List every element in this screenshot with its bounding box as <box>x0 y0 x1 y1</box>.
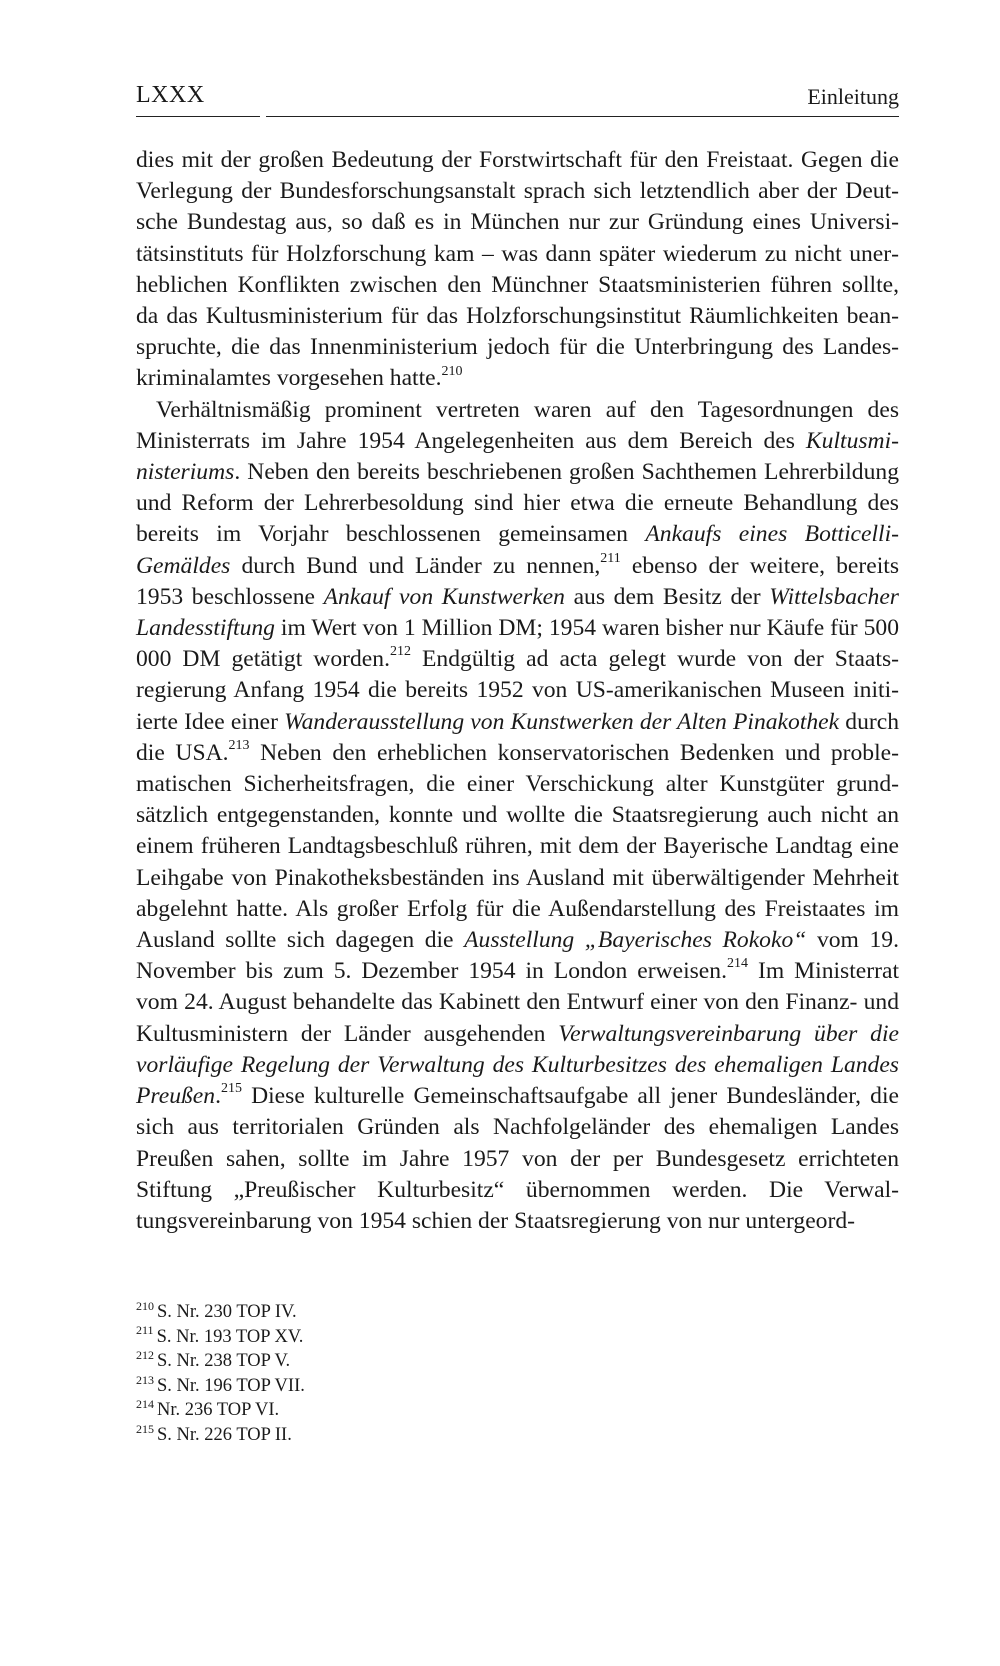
body-paragraph <box>136 145 899 395</box>
text-run: Im Ministerrat vom 24. August behandelte das Kabinett den Entwurf einer von den Finanz- und Kultusministern der Länder ausgehenden <box>136 958 900 1047</box>
text-run: Neben den erheblichen konservatorischen Bedenken und problematischen Sicherheitsfragen, die einer Verschickung alter Kunstgüter grundsätzlich entgegenstanden, konnte und wollte die Staatsregierung auch nicht an einem früheren Landtagsbeschluß rühren, mit dem der Bayerische Landtag eine Leihgabe von Pinakotheksbeständen ins Ausland mit überwältigender Mehrheit abgelehnt hatte. Als großer Erfolg für die Außendarstellung des Freistaates im Ausland sollte sich dagegen die <box>136 739 899 954</box>
italic-term: Ankaufs eines Botticelli-Gemäldes <box>136 521 899 579</box>
footnote-text: S. Nr. 230 TOP IV. <box>157 1302 297 1322</box>
footnote-text: S. Nr. 238 TOP V. <box>157 1351 291 1372</box>
footnote-text: S. Nr. 193 TOP XV. <box>156 1326 304 1347</box>
text-run: . <box>215 1083 221 1110</box>
footnotes <box>136 1300 899 1448</box>
text-run: durch Bund und Länder zu nennen, <box>230 552 601 579</box>
italic-term: Kultusministeriums <box>136 427 899 486</box>
text-run: durch die USA. <box>136 708 899 766</box>
text-run: im Wert von 1 Million DM; 1954 waren bisher nur Käufe für 500 000 DM getätigt worden. <box>136 615 899 673</box>
running-title: Einleitung <box>807 84 899 109</box>
footnote-text: S. Nr. 196 TOP VII. <box>157 1375 305 1396</box>
text-run: Endgültig ad acta gelegt wurde von der Staatsregierung Anfang 1954 die bereits 1952 von US-amerikanischen Museen initiierte Idee einer <box>136 646 899 735</box>
footnote-number: 212 <box>136 1348 154 1363</box>
footnote-reference[interactable]: 214 <box>726 956 748 972</box>
footnote <box>136 1398 899 1423</box>
footnote-text: S. Nr. 226 TOP II. <box>157 1424 292 1445</box>
body-text <box>136 145 899 1237</box>
italic-term: Ankauf von Kunstwerken <box>323 583 565 610</box>
footnote-number: 211 <box>136 1323 154 1338</box>
body-paragraph <box>136 395 899 1237</box>
italic-term: Ausstellung „Bayerisches Rokoko“ <box>464 927 807 954</box>
footnote <box>136 1300 899 1325</box>
text-run: aus dem Besitz der <box>564 583 770 610</box>
text-run: Verhältnismäßig prominent vertreten waren auf den Tagesordnungen des Ministerrats im Jahre 1954 Angelegenheiten aus dem Bereich des <box>136 396 899 454</box>
footnote <box>136 1325 899 1350</box>
footnote-number: 210 <box>136 1298 154 1313</box>
footnote-text: Nr. 236 TOP VI. <box>157 1400 280 1421</box>
italic-term: Wanderausstellung von Kunstwerken der Alten Pinakothek <box>284 708 840 735</box>
footnote-reference[interactable]: 212 <box>389 644 411 660</box>
footnote-reference[interactable]: 211 <box>600 550 621 566</box>
footnote <box>136 1374 899 1399</box>
italic-term: Wittelsbacher Landesstiftung <box>136 583 899 642</box>
running-header <box>136 82 899 117</box>
footnote-number: 213 <box>136 1372 154 1387</box>
text-run: vom 19. November bis zum 5. Dezember 1954 in London erweisen. <box>136 927 899 985</box>
footnote-reference[interactable]: 215 <box>220 1081 242 1097</box>
footnote-reference[interactable]: 210 <box>441 363 463 379</box>
rule-gap <box>260 114 266 118</box>
text-run: Diese kulturelle Gemeinschaftsaufgabe all jener Bundesländer, die sich aus territorialen Gründen als Nachfolgeländer des ehemaligen Landes Preußen sahen, sollte im Jahre 1957 von der per Bundesgesetz errichteten Stiftung „Preußischer Kulturbesitz“ übernommen werden. Die Verwaltungsvereinbarung von 1954 schien der Staatsregierung von nur untergeord- <box>136 1083 899 1234</box>
text-run: dies mit der großen Bedeutung der Forstwirtschaft für den Freistaat. Gegen die Verlegung der Bundesforschungsanstalt sprach sich letztendlich aber der Deutsche Bundestag aus, so daß es in München nur zur Gründung eines Universitätsinstituts für Holzforschung kam – was dann später wiederum zu nicht unerheblichen Konflikten zwischen den Münchner Staatsministerien führen sollte, da das Kultusministerium für das Holzforschungsinstitut Räumlichkeiten beanspruchte, die das Innenministerium jedoch für die Unterbringung des Landeskriminalamtes vorgesehen hatte. <box>136 147 899 392</box>
footnote <box>136 1349 899 1374</box>
footnote-reference[interactable]: 213 <box>228 738 250 753</box>
footnote-number: 214 <box>136 1397 154 1412</box>
text-run: . Neben den bereits beschriebenen großen Sachthemen Lehrerbildung und Reform der Lehrerbesoldung sind hier etwa die erneute Behandlung des bereits im Vorjahr beschlossenen gemeinsamen <box>136 459 899 548</box>
page-number: LXXX <box>136 82 205 108</box>
text-run: ebenso der weitere, bereits 1953 beschlossene <box>136 552 899 610</box>
footnote-number: 215 <box>136 1421 154 1436</box>
footnote <box>136 1423 899 1448</box>
italic-term: Verwaltungsvereinbarung über die vorläufige Regelung der Verwaltung des Kulturbesitzes des ehemaligen Landes Preußen <box>136 1020 899 1110</box>
